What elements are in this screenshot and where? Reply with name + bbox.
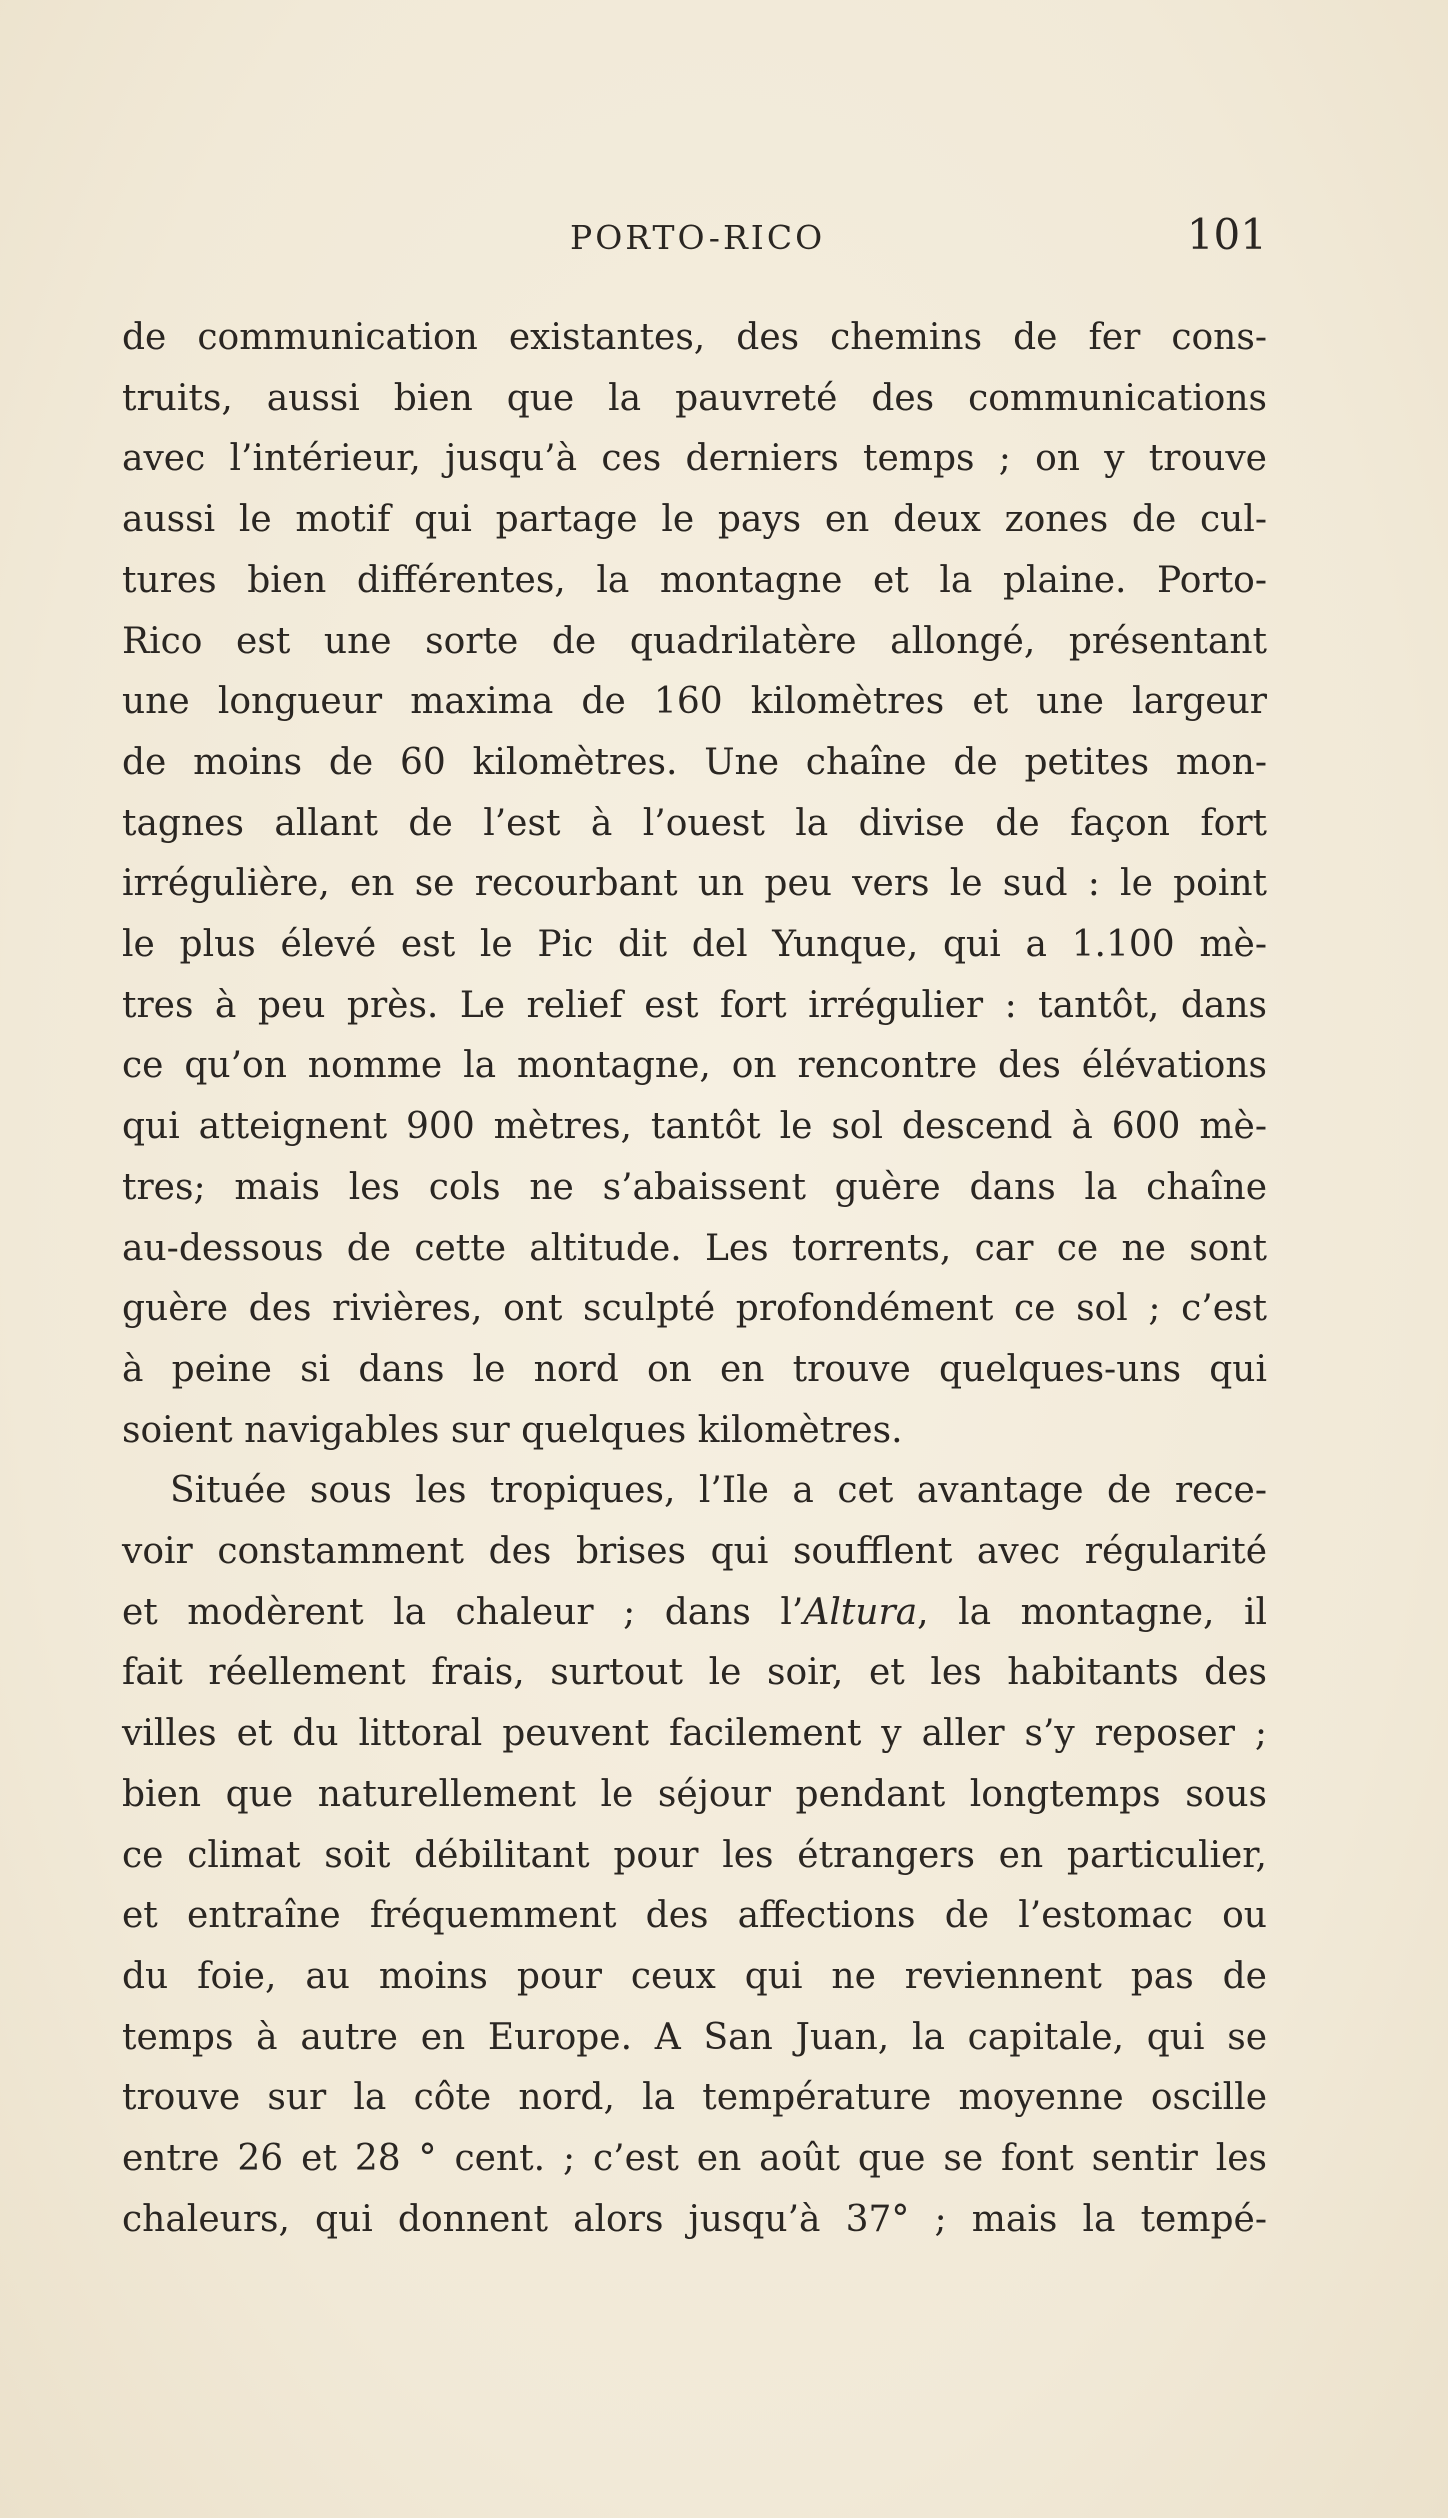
text-line: bien que naturellement le séjour pendant longtemps sous [122, 1773, 1267, 1815]
page-number: 101 [1186, 210, 1267, 259]
text-line: qui atteignent 900 mètres, tantôt le sol descend à 600 mè- [122, 1106, 1267, 1148]
text-line: temps à autre en Europe. A San Juan, la capitale, qui se [122, 2016, 1267, 2058]
text-line: tures bien différentes, la montagne et la plaine. Porto- [122, 559, 1267, 601]
text-line: Située sous les tropiques, l’Ile a cet avantage de rece- [170, 1470, 1267, 1512]
text-line: tagnes allant de l’est à l’ouest la divise de façon fort [122, 802, 1267, 844]
page-header [122, 208, 1267, 268]
text-line: ce qu’on nomme la montagne, on rencontre des élévations [122, 1045, 1267, 1087]
text-line: de moins de 60 kilomètres. Une chaîne de petites mon- [122, 741, 1267, 783]
running-title: PORTO-RICO [570, 218, 826, 257]
paragraph-2 [122, 1461, 1267, 2250]
text-line: chaleurs, qui donnent alors jusqu’à 37° ; mais la tempé- [122, 2198, 1267, 2240]
text-line-with-italic [122, 1583, 1267, 1644]
text-line: à peine si dans le nord on en trouve quelques-uns qui [122, 1348, 1267, 1390]
paragraph-1 [122, 308, 1267, 1461]
text-line: villes et du littoral peuvent facilement y aller s’y reposer ; [122, 1713, 1267, 1755]
text-line: tres à peu près. Le relief est fort irrégulier : tantôt, dans [122, 984, 1267, 1026]
text-line: aussi le motif qui partage le pays en deux zones de cul- [122, 499, 1267, 541]
text-line: une longueur maxima de 160 kilomètres et une largeur [122, 681, 1267, 723]
italic-term: Altura [803, 1591, 918, 1633]
text-line: Rico est une sorte de quadrilatère allongé, présentant [122, 620, 1267, 662]
text-line: et entraîne fréquemment des affections de l’estomac ou [122, 1895, 1267, 1937]
text-line: au-dessous de cette altitude. Les torrents, car ce ne sont [122, 1227, 1267, 1269]
text-line: truits, aussi bien que la pauvreté des communications [122, 377, 1267, 419]
text-line: fait réellement frais, surtout le soir, et les habitants des [122, 1652, 1267, 1694]
text-line: du foie, au moins pour ceux qui ne reviennent pas de [122, 1955, 1267, 1997]
text-line: de communication existantes, des chemins de fer cons- [122, 317, 1267, 358]
text-line: trouve sur la côte nord, la température moyenne oscille [122, 2077, 1267, 2119]
text-fragment: , la montagne, il [917, 1591, 1268, 1633]
text-line: entre 26 et 28 ° cent. ; c’est en août que se font sentir les [122, 2138, 1267, 2180]
text-line: soient navigables sur quelques kilomètres. [122, 1409, 903, 1451]
text-fragment: et modèrent la chaleur ; dans l’ [122, 1591, 804, 1633]
text-line: voir constamment des brises qui soufflent avec régularité [122, 1531, 1267, 1573]
body-text [122, 308, 1267, 2251]
text-line: ce climat soit débilitant pour les étrangers en particulier, [122, 1834, 1267, 1876]
text-line: tres; mais les cols ne s’abaissent guère dans la chaîne [122, 1166, 1267, 1208]
text-line: le plus élevé est le Pic dit del Yunque, qui a 1.100 mè- [122, 924, 1267, 966]
text-line: guère des rivières, ont sculpté profondément ce sol ; c’est [122, 1288, 1267, 1330]
text-line: irrégulière, en se recourbant un peu vers le sud : le point [122, 863, 1267, 905]
text-line: avec l’intérieur, jusqu’à ces derniers temps ; on y trouve [122, 438, 1267, 480]
